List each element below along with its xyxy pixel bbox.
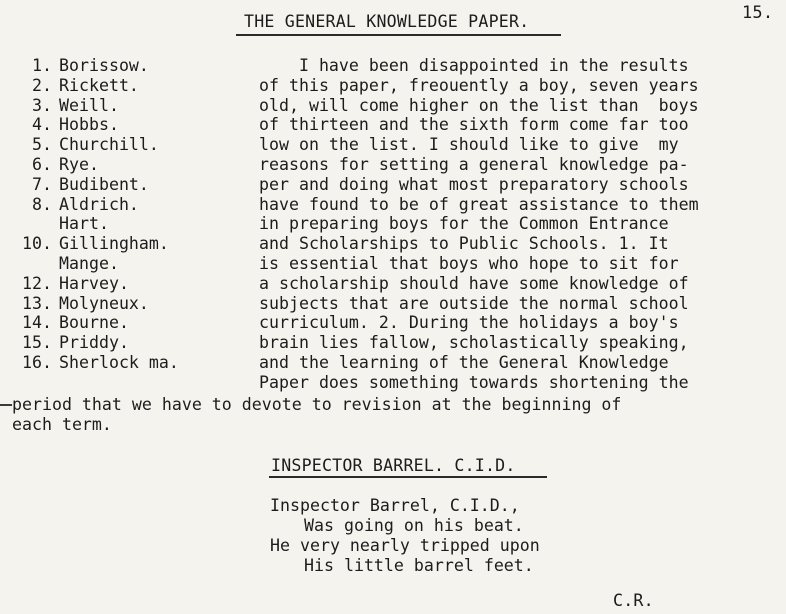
poem-line: He very nearly tripped upon [270,536,540,555]
ranking-boy-name: Gillingham. [59,234,169,254]
ranking-boy-name: Churchill. [59,135,159,155]
essay-line: each term. [12,414,112,434]
essay-continuation [12,395,621,435]
essay-line: Paper does something towards shortening the [259,372,689,392]
ranking-boy-name: Budibent. [59,174,149,194]
ranking-boy-name: Borissow. [59,56,149,75]
ranking-position: 6. [32,154,52,174]
essay-line: subjects that are outside the normal school [259,293,689,313]
ranking-position: 8. [32,194,52,214]
ranking-boy-name: Hobbs. [59,115,119,135]
paper-title: THE GENERAL KNOWLEDGE PAPER. [244,12,530,31]
author-initials: C.R. [613,591,654,610]
essay-line: and Scholarships to Public Schools. 1. It [259,234,669,254]
ranking-position: 2. [32,75,52,95]
ranking-boy-name: Bourne. [59,313,129,333]
essay-line: curriculum. 2. During the holidays a boy's [259,313,679,333]
essay-line: have found to be of great assistance to them [259,194,699,214]
ranking-position: 15. [22,333,52,353]
ranking-position: 16. [22,352,52,372]
essay-line: in preparing boys for the Common Entrance [259,214,669,234]
essay-line: reasons for setting a general knowledge pa- [259,154,689,174]
ranking-position: 12. [22,273,52,293]
ranking-position: 4. [32,115,52,135]
ink-smudge [0,404,12,406]
essay-line: period that we have to devote to revision at the beginning of [12,395,622,414]
essay-line: low on the list. I should like to give my [259,135,679,155]
essay-line: and the learning of the General Knowledge [259,352,669,372]
ranking-position: 10. [22,234,52,254]
essay-line: brain lies fallow, scholastically speaking, [259,333,689,353]
ranking-boy-name: Molyneux. [59,293,149,313]
essay-line: of thirteen and the sixth form come far too [259,115,689,135]
poem-line: Inspector Barrel, C.I.D., [270,496,520,515]
ranking-boy-name: Harvey. [59,273,129,293]
ranking-boy-name: Aldrich. [59,194,139,214]
essay-line: old, will come higher on the list than boys [259,95,699,115]
essay-line: a scholarship should have some knowledge of [259,273,689,293]
poem-title: INSPECTOR BARREL. C.I.D. [271,456,516,475]
ranking-boy-name: Sherlock ma. [59,352,179,372]
essay-line: I have been disappointed in the results [259,56,689,75]
title-underline [236,34,561,36]
ranking-position: 7. [32,174,52,194]
poem-title-underline [269,476,547,478]
ranking-position: 14. [22,313,52,333]
ranking-position: 3. [32,95,52,115]
ranking-position: 13. [22,293,52,313]
ranking-boy-name: Mange. [59,253,119,273]
essay-line: is essential that boys who hope to sit for [259,253,679,273]
poem-line: His little barrel feet. [304,556,534,575]
essay-line: per and doing what most preparatory schools [259,174,689,194]
ranking-boy-name: Rye. [59,154,99,174]
essay-line: of this paper, freouently a boy, seven years [259,75,699,95]
page-number: 15. [742,3,774,23]
ranking-boy-name: Priddy. [59,333,129,353]
ranking-boy-name: Hart. [59,214,109,234]
ranking-position: 1. [32,56,52,75]
ranking-boy-name: Rickett. [59,75,139,95]
poem [270,496,540,576]
ranking-boy-name: Weill. [59,95,119,115]
ranking-position: 5. [32,135,52,155]
essay-body [259,56,699,393]
poem-line: Was going on his beat. [304,516,524,535]
